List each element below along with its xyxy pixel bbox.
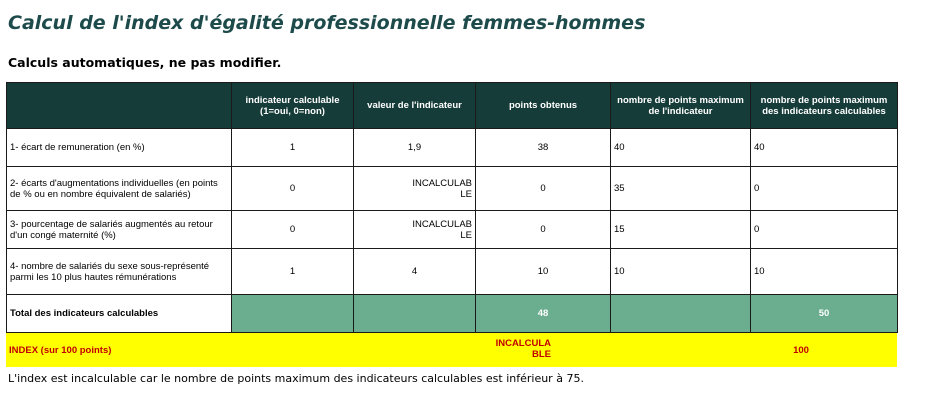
- footnote: L'index est incalculable car le nombre de points maximum des indicateurs calculables est inférieur à 75.: [8, 372, 584, 385]
- cell-valeur: 1,9: [354, 129, 476, 167]
- cell-calculable: 1: [232, 249, 354, 295]
- total-label: Total des indicateurs calculables: [7, 295, 232, 333]
- table-row: [7, 167, 898, 211]
- row-label: 2- écarts d'augmentations individuelles (en points de % ou en nombre équivalent de salariés): [7, 167, 232, 211]
- total-max-calculables: 50: [751, 295, 898, 333]
- total-empty-cell: [354, 295, 476, 333]
- cell-calculable: 0: [232, 211, 354, 249]
- index-score: 100: [793, 345, 809, 356]
- header-max-indicateur: nombre de points maximum de l'indicateur: [611, 83, 751, 129]
- cell-points: 0: [476, 167, 611, 211]
- cell-valeur: 4: [354, 249, 476, 295]
- table-row: [7, 129, 898, 167]
- row-label: 4- nombre de salariés du sexe sous-représenté parmi les 10 plus hautes rémunérations: [7, 249, 232, 295]
- table-row: [7, 249, 898, 295]
- index-value: INCALCULABLE: [495, 338, 551, 360]
- total-empty-cell: [611, 295, 751, 333]
- header-label-cell: [7, 83, 232, 129]
- cell-points: 10: [476, 249, 611, 295]
- page-subtitle: Calculs automatiques, ne pas modifier.: [8, 55, 282, 70]
- header-max-calculables: nombre de points maximum des indicateurs calculables: [751, 83, 898, 129]
- cell-max-indicateur: 35: [611, 167, 751, 211]
- table-header-row: [7, 83, 898, 129]
- cell-max-indicateur: 15: [611, 211, 751, 249]
- header-points-obtenus: points obtenus: [476, 83, 611, 129]
- cell-calculable: 0: [232, 167, 354, 211]
- cell-points: 38: [476, 129, 611, 167]
- index-label: INDEX (sur 100 points): [9, 345, 112, 356]
- cell-max-calculables: 0: [751, 167, 898, 211]
- cell-points: 0: [476, 211, 611, 249]
- total-row: [7, 295, 898, 333]
- table-row: [7, 211, 898, 249]
- total-empty-cell: [232, 295, 354, 333]
- cell-max-indicateur: 10: [611, 249, 751, 295]
- header-calculable: indicateur calculable (1=oui, 0=non): [232, 83, 354, 129]
- index-table: [6, 82, 898, 333]
- row-label: 1- écart de remuneration (en %): [7, 129, 232, 167]
- page-title: Calcul de l'index d'égalité professionnelle femmes-hommes: [8, 12, 646, 34]
- cell-max-calculables: 40: [751, 129, 898, 167]
- incalculable-text: INCALCULABLE: [412, 177, 472, 200]
- total-points: 48: [476, 295, 611, 333]
- index-row: [6, 333, 897, 367]
- incalculable-text: INCALCULABLE: [412, 218, 472, 241]
- cell-max-indicateur: 40: [611, 129, 751, 167]
- cell-calculable: 1: [232, 129, 354, 167]
- header-valeur: valeur de l'indicateur: [354, 83, 476, 129]
- cell-max-calculables: 10: [751, 249, 898, 295]
- cell-valeur: [354, 211, 476, 249]
- row-label: 3- pourcentage de salariés augmentés au retour d'un congé maternité (%): [7, 211, 232, 249]
- cell-max-calculables: 0: [751, 211, 898, 249]
- cell-valeur: [354, 167, 476, 211]
